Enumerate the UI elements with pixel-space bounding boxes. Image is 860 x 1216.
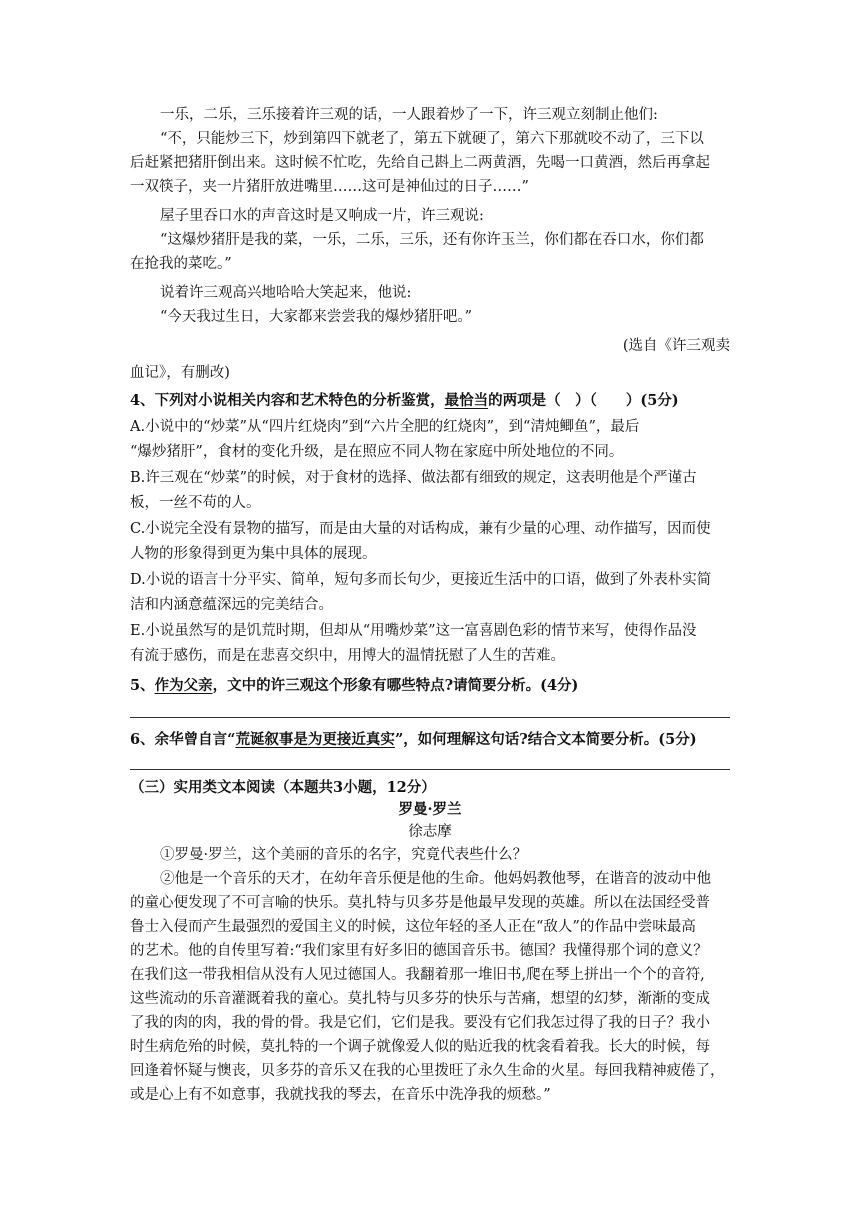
question-6	[130, 728, 730, 752]
article-title: 罗曼·罗兰	[398, 801, 462, 818]
q4-option-e: 有流于感伤，而是在悲喜交织中，用博大的温情抚慰了人生的苦难。	[130, 648, 565, 664]
article-paragraph: ①罗曼·罗兰，这个美丽的音乐的名字，究竟代表些什么？	[160, 847, 528, 863]
q4-option-b: B.许三观在“炒菜”的时候，对于食材的选择、做法都有细致的规定，这表明他是个严谨古	[130, 470, 697, 486]
story-line: 后赶紧把猪肝倒出来。这时候不忙吃，先给自己斟上二两黄酒，先喝一口黄酒，然后再拿起	[130, 155, 710, 171]
source-note: 血记》，有删改)	[130, 365, 230, 381]
story-paragraph: 说着许三观高兴地哈哈大笑起来，他说:	[160, 285, 412, 301]
q4-stem-text: 的两项是（ ）（ ）(5分)	[488, 392, 679, 409]
q5-emphasis: 作为父亲	[154, 677, 213, 694]
q6-emphasis: 荒诞叙事是为更接近真实	[235, 731, 395, 748]
story-paragraph	[130, 128, 760, 152]
q4-option-a: “爆炒猪肝”，食材的变化升级，是在照应不同人物在家庭中所处地位的不同。	[130, 444, 624, 460]
story-paragraph: “今天我过生日，大家都来尝尝我的爆炒猪肝吧。”	[160, 309, 473, 325]
article-line: 鲁士入侵而产生最强烈的爱国主义的时候，这位年轻的圣人正在“敌人”的作品中尝味最高	[130, 919, 696, 935]
question-4-stem	[130, 389, 730, 413]
article-line: 时生病危殆的时候，莫扎特的一个调子就像爱人似的贴近我的枕衾看着我。长大的时候，每	[130, 1039, 710, 1055]
article-author: 徐志摩	[408, 824, 452, 840]
article-line: ②他是一个音乐的天才，在幼年音乐便是他的生命。他妈妈教他琴，在谐音的波动中他	[160, 871, 711, 887]
article-line: 的艺术。他的自传里写着:“我们家里有好多旧的德国音乐书。德国？我懂得那个词的意义？	[130, 943, 708, 959]
story-paragraph: 屋子里吞口水的声音这时是又响成一片，许三观说:	[160, 208, 484, 224]
article-line: 这些流动的乐音灌溉着我的童心。莫扎特与贝多芬的快乐与苦痛，想望的幻梦，渐渐的变成	[130, 991, 710, 1007]
story-paragraph: 一乐，二乐，三乐接着许三观的话，一人跟着炒了一下，许三观立刻制止他们:	[160, 107, 658, 123]
answer-line	[130, 769, 730, 770]
article-line: 或是心上有不如意事，我就找我的琴去，在音乐中洗净我的烦愁。”	[130, 1087, 551, 1103]
q4-emphasis: 最恰当	[444, 392, 489, 409]
story-line: 在抢我的菜吃。”	[130, 256, 232, 272]
q5-number: 5、	[130, 677, 155, 694]
question-5	[130, 674, 730, 698]
source-note: (选自《许三观卖	[622, 338, 730, 354]
story-line: 一双筷子，夹一片猪肝放进嘴里……这可是神仙过的日子……”	[130, 179, 529, 195]
q6-text: 6、余华曾自言“	[130, 731, 236, 748]
q4-option-c: C.小说完全没有景物的描写，而是由大量的对话构成，兼有少量的心理、动作描写，因而使	[130, 521, 711, 537]
q4-option-b: 板，一丝不苟的人。	[130, 495, 261, 511]
article-line: 回逢着怀疑与懊丧，贝多芬的音乐又在我的心里拨旺了永久生命的火星。每回我精神疲倦了，	[130, 1063, 725, 1079]
section-heading: （三）实用类文本阅读（本题共3小题，12分）	[130, 779, 436, 796]
answer-line	[130, 717, 730, 718]
q6-text: ”，如何理解这句话?结合文本简要分析。(5分)	[394, 731, 697, 748]
article-line: 的童心便发现了不可言喻的快乐。莫扎特与贝多芬是他最早发现的英雄。所以在法国经受普	[130, 895, 710, 911]
article-line: 了我的肉的肉，我的骨的骨。我是它们，它们是我。要没有它们我怎过得了我的日子？我小	[130, 1015, 710, 1031]
q4-option-d: 洁和内涵意蕴深远的完美结合。	[130, 597, 333, 613]
q4-option-e: E.小说虽然写的是饥荒时期，但却从“用嘴炒菜”这一富喜剧色彩的情节来写，使得作品没	[130, 623, 697, 639]
q5-text: ，文中的许三观这个形象有哪些特点?请简要分析。(4分)	[212, 677, 579, 694]
story-line: “这爆炒猪肝是我的菜，一乐，二乐，三乐，还有你许玉兰，你们都在吞口水，你们都	[160, 232, 704, 248]
q4-stem-text: 4、下列对小说相关内容和艺术特色的分析鉴赏，	[130, 392, 445, 409]
story-line: “不，只能炒三下，炒到第四下就老了，第五下就硬了，第六下那就咬不动了，三下以	[160, 131, 704, 147]
q4-option-a: A.小说中的“炒菜”从“四片红烧肉”到“六片全肥的红烧肉”，到“清炖鲫鱼”，最后	[130, 419, 640, 435]
q4-option-c: 人物的形象得到更为集中具体的展现。	[130, 546, 377, 562]
article-line: 在我们这一带我相信从没有人见过德国人。我翻着那一堆旧书,爬在琴上拼出一个个的音符,	[130, 967, 705, 983]
q4-option-d: D.小说的语言十分平实、简单，短句多而长句少，更接近生活中的口语，做到了外表朴实简	[130, 572, 712, 588]
